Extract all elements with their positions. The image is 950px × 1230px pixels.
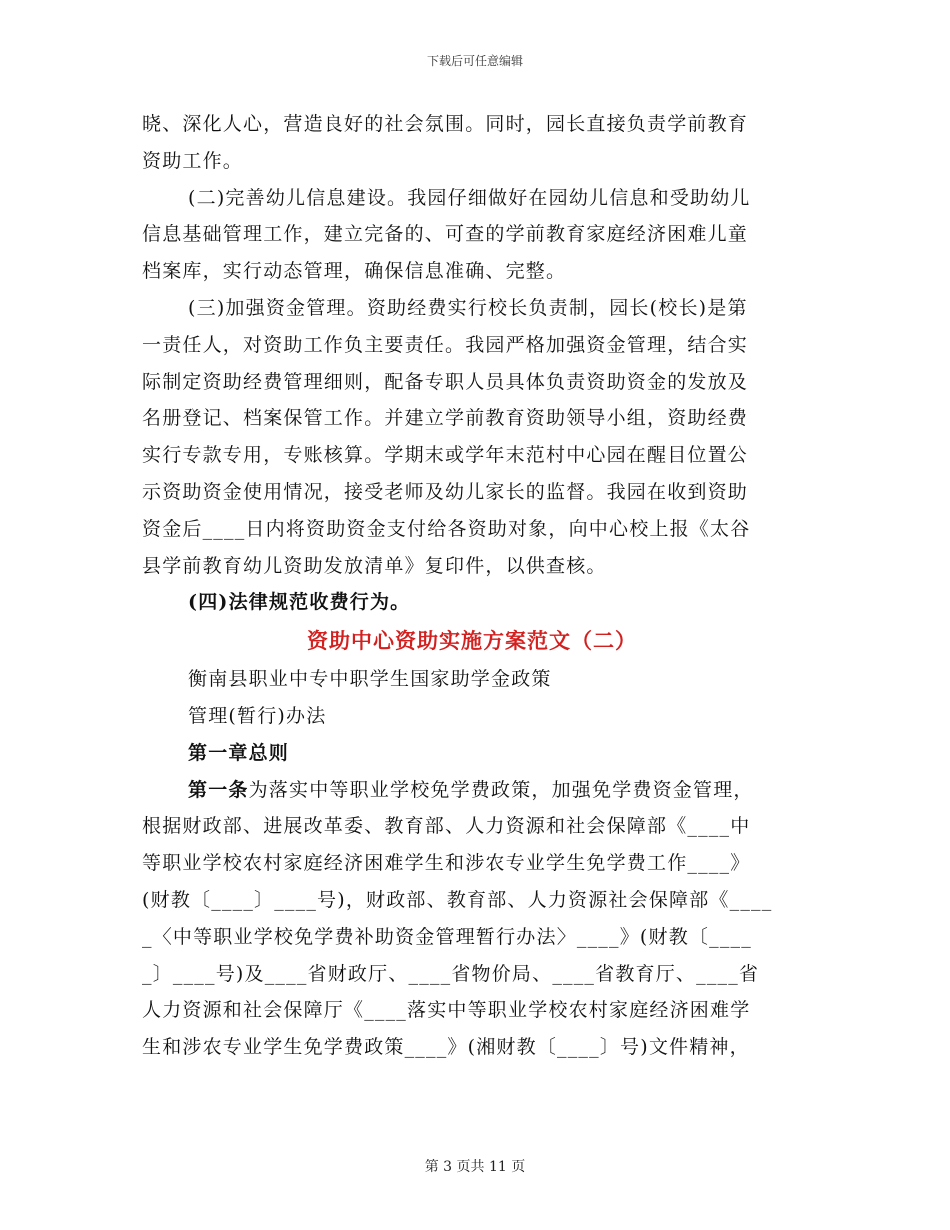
paragraph-line: 资金后____日内将资助资金支付给各资助对象，向中心校上报《太谷 [142, 517, 751, 540]
paragraph-line: 生和涉农专业学生免学费政策____》(湘财教〔____〕号)文件精神， [142, 1036, 750, 1059]
paragraph-line: 根据财政部、进展改革委、教育部、人力资源和社会保障部《____中 [142, 815, 751, 838]
subtitle-line: 管理(暂行)办法 [188, 704, 327, 727]
paragraph-line: 际制定资助经费管理细则，配备专职人员具体负责资助资金的发放及 [142, 370, 749, 393]
page-footer: 第 3 页共 11 页 [424, 1159, 526, 1175]
paragraph-line: _〕____号)及____省财政厅、____省物价局、____省教育厅、____省 [142, 962, 760, 985]
chapter-heading: 第一章总则 [188, 741, 290, 764]
paragraph-line: 等职业学校农村家庭经济困难学生和涉农专业学生免学费工作____》 [142, 852, 751, 875]
document-title: 资助中心资助实施方案范文（二） [307, 628, 637, 654]
subtitle-line: 衡南县职业中专中职学生国家助学金政策 [188, 668, 552, 691]
paragraph-line [142, 772, 802, 809]
paragraph-line: 名册登记、档案保管工作。并建立学前教育资助领导小组，资助经费 [142, 407, 749, 430]
paragraph-line: 信息基础管理工作，建立完备的、可查的学前教育家庭经济困难儿童 [142, 223, 749, 246]
paragraph-line: (三)加强资金管理。资助经费实行校长负责制，园长(校长)是第 [188, 296, 748, 319]
document-body [142, 106, 802, 1066]
article-text: 为落实中等职业学校免学费政策，加强免学费资金管理， [248, 778, 754, 801]
page-header: 下载后可任意编辑 [426, 54, 523, 68]
paragraph-line: (二)完善幼儿信息建设。我园仔细做好在园幼儿信息和受助幼儿 [188, 186, 751, 209]
paragraph-line: 实行专款专用，专账核算。学期末或学年末范村中心园在醒目位置公 [142, 444, 749, 467]
paragraph-line: 示资助资金使用情况，接受老师及幼儿家长的监督。我园在收到资助 [142, 480, 749, 503]
paragraph-line: (财教〔____〕____号)，财政部、教育部、人力资源社会保障部《____ [142, 888, 773, 911]
paragraph-line: 一责任人，对资助工作负主要责任。我园严格加强资金管理，结合实 [142, 333, 749, 356]
paragraph-line: 晓、深化人心，营造良好的社会氛围。同时，园长直接负责学前教育 [142, 113, 749, 135]
paragraph-line: _〈中等职业学校免学费补助资金管理暂行办法〉____》(财教〔____ [142, 925, 752, 948]
paragraph-line: 县学前教育幼儿资助发放清单》复印件，以供查核。 [142, 554, 607, 577]
paragraph-line: 档案库，实行动态管理，确保信息准确、完整。 [142, 260, 567, 283]
section-heading: (四)法律规范收费行为。 [188, 591, 411, 614]
paragraph-line: 人力资源和社会保障厅《____落实中等职业学校农村家庭经济困难学 [142, 999, 751, 1022]
article-label: 第一条 [188, 778, 249, 801]
paragraph-line: 资助工作。 [142, 149, 244, 172]
